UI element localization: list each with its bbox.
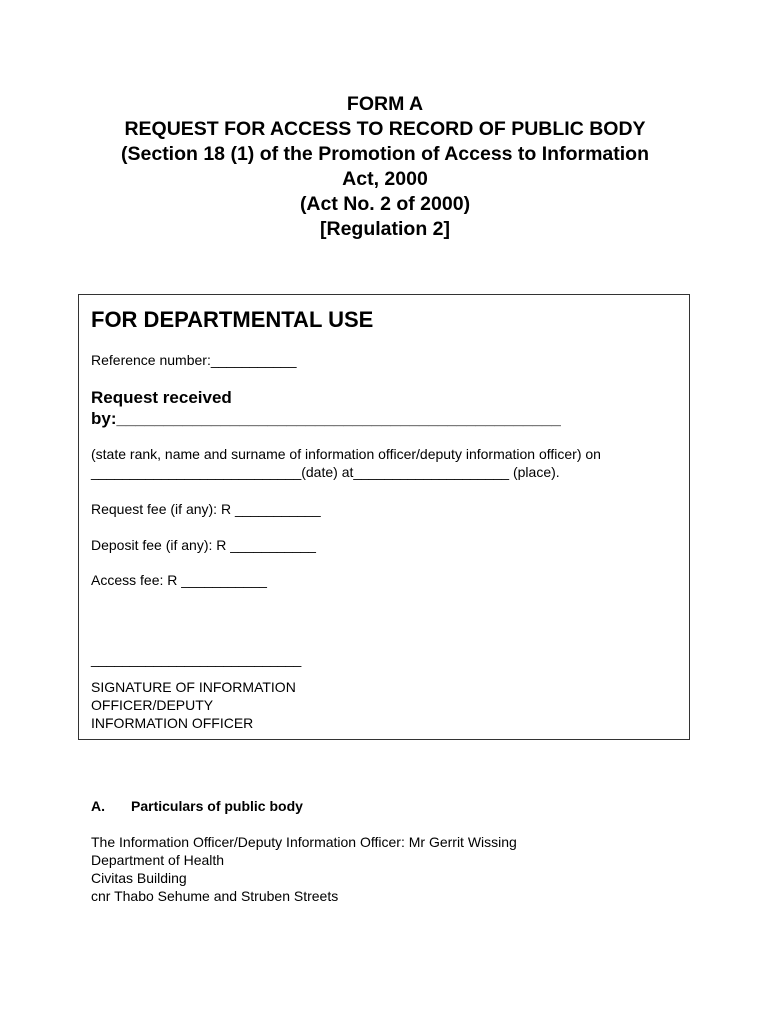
section-a-title: Particulars of public body (131, 798, 303, 814)
form-regulation: [Regulation 2] (320, 218, 450, 240)
signature-label-line: INFORMATION OFFICER (91, 715, 254, 731)
departmental-use-heading: FOR DEPARTMENTAL USE (91, 307, 374, 332)
signature-line: ___________________________ (91, 651, 302, 667)
particulars-line: Department of Health (91, 852, 225, 868)
section-a-letter: A. (91, 798, 105, 814)
request-fee-field: Request fee (if any): R ___________ (91, 501, 321, 517)
signature-label-line: SIGNATURE OF INFORMATION (91, 679, 296, 695)
form-section-reference: (Section 18 (1) of the Promotion of Access to Information (121, 143, 649, 165)
form-subtitle: REQUEST FOR ACCESS TO RECORD OF PUBLIC BODY (124, 118, 646, 140)
public-body-particulars (91, 833, 517, 905)
officer-rank-instruction (91, 445, 601, 481)
officer-rank-instruction-line1: (state rank, name and surname of information officer/deputy information officer) on (91, 446, 601, 462)
form-title: FORM A (346, 93, 424, 115)
officer-rank-instruction-line2: ___________________________(date) at____________________ (place). (91, 464, 560, 480)
signature-label-line: OFFICER/DEPUTY (91, 697, 214, 713)
form-act-number: (Act No. 2 of 2000) (299, 193, 471, 215)
particulars-line: Civitas Building (91, 870, 187, 886)
request-received-by-field (91, 387, 561, 429)
departmental-use-box (78, 294, 690, 740)
request-received-blank: by:_______________________________________________ (91, 409, 561, 428)
form-title-block (60, 92, 710, 242)
reference-number-field: Reference number:___________ (91, 352, 297, 368)
request-received-label: Request received (91, 388, 232, 407)
signature-label (91, 678, 296, 732)
access-fee-field: Access fee: R ___________ (91, 572, 267, 588)
deposit-fee-field: Deposit fee (if any): R ___________ (91, 537, 316, 553)
section-a-heading (91, 797, 303, 815)
form-act-reference: Act, 2000 (342, 168, 428, 190)
particulars-line: The Information Officer/Deputy Information Officer: Mr Gerrit Wissing (91, 834, 517, 850)
particulars-line: cnr Thabo Sehume and Struben Streets (91, 888, 339, 904)
